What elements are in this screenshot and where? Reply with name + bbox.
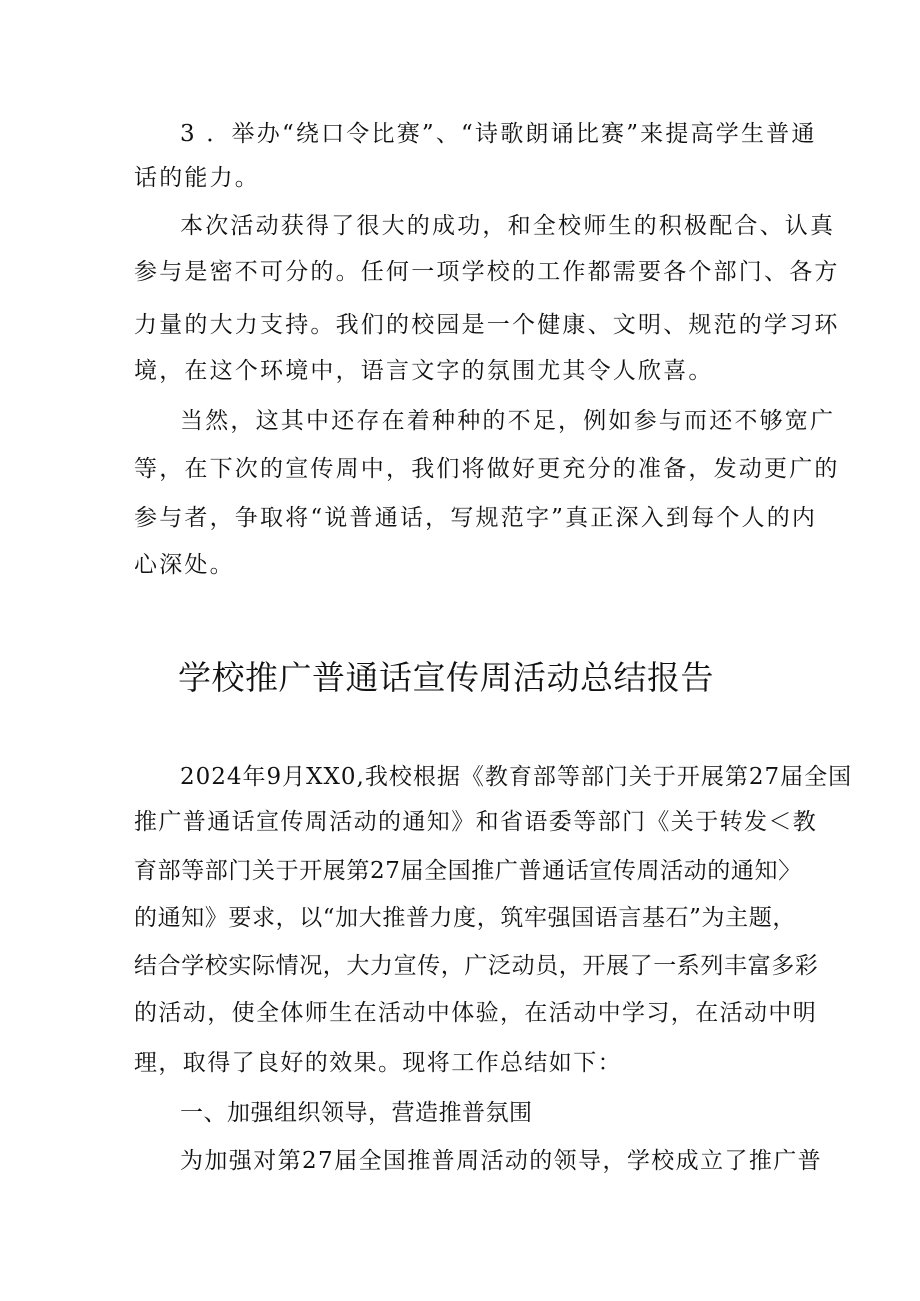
paragraph-line: 境，在这个环境中，语言文字的氛围尤其令人欣喜。 bbox=[134, 358, 714, 384]
paragraph-line: 育部等部门关于开展第27届全国推广普通话宣传周活动的通知〉 bbox=[134, 858, 802, 884]
section-1-heading: 一、加强组织领导，营造推普氛围 bbox=[180, 1100, 533, 1126]
paragraph-line: 等，在下次的宣传周中，我们将做好更充分的准备，发动更广的 bbox=[134, 456, 840, 482]
paragraph-line: 参与是密不可分的。任何一项学校的工作都需要各个部门、各方 bbox=[134, 259, 840, 285]
paragraph-line: 为加强对第27届全国推普周活动的领导，学校成立了推广普 bbox=[180, 1148, 823, 1174]
paragraph-line: 话的能力。 bbox=[134, 165, 260, 191]
paragraph-line: 的活动，使全体师生在活动中体验，在活动中学习，在活动中明 bbox=[134, 1000, 818, 1026]
report-title: 学校推广普通话宣传周活动总结报告 bbox=[178, 658, 714, 697]
paragraph-line: 的通知》要求，以“加大推普力度，筑牢强国语言基石”为主题， bbox=[134, 905, 796, 931]
paragraph-line: 当然，这其中还存在着种种的不足，例如参与而还不够宽广 bbox=[180, 408, 836, 434]
paragraph-line: 结合学校实际情况，大力宣传，广泛动员，开展了一系列丰富多彩 bbox=[134, 953, 819, 979]
paragraph-line: 理，取得了良好的效果。现将工作总结如下： bbox=[134, 1050, 622, 1076]
paragraph-line: 2024年9月XX0,我校根据《教育部等部门关于开展第27届全国 bbox=[180, 764, 853, 790]
paragraph-line: 心深处。 bbox=[134, 552, 235, 578]
paragraph-line: 3 ．举办“绕口令比赛”、“诗歌朗诵比赛”来提高学生普通 bbox=[180, 121, 817, 147]
paragraph-line: 本次活动获得了很大的成功，和全校师生的积极配合、认真 bbox=[180, 213, 836, 239]
paragraph-line: 参与者，争取将“说普通话，写规范字”真正深入到每个人的内 bbox=[134, 505, 818, 531]
paragraph-line: 力量的大力支持。我们的校园是一个健康、文明、规范的学习环 bbox=[134, 312, 840, 338]
paragraph-line: 推广普通话宣传周活动的通知》和省语委等部门《关于转发＜教 bbox=[134, 809, 818, 835]
